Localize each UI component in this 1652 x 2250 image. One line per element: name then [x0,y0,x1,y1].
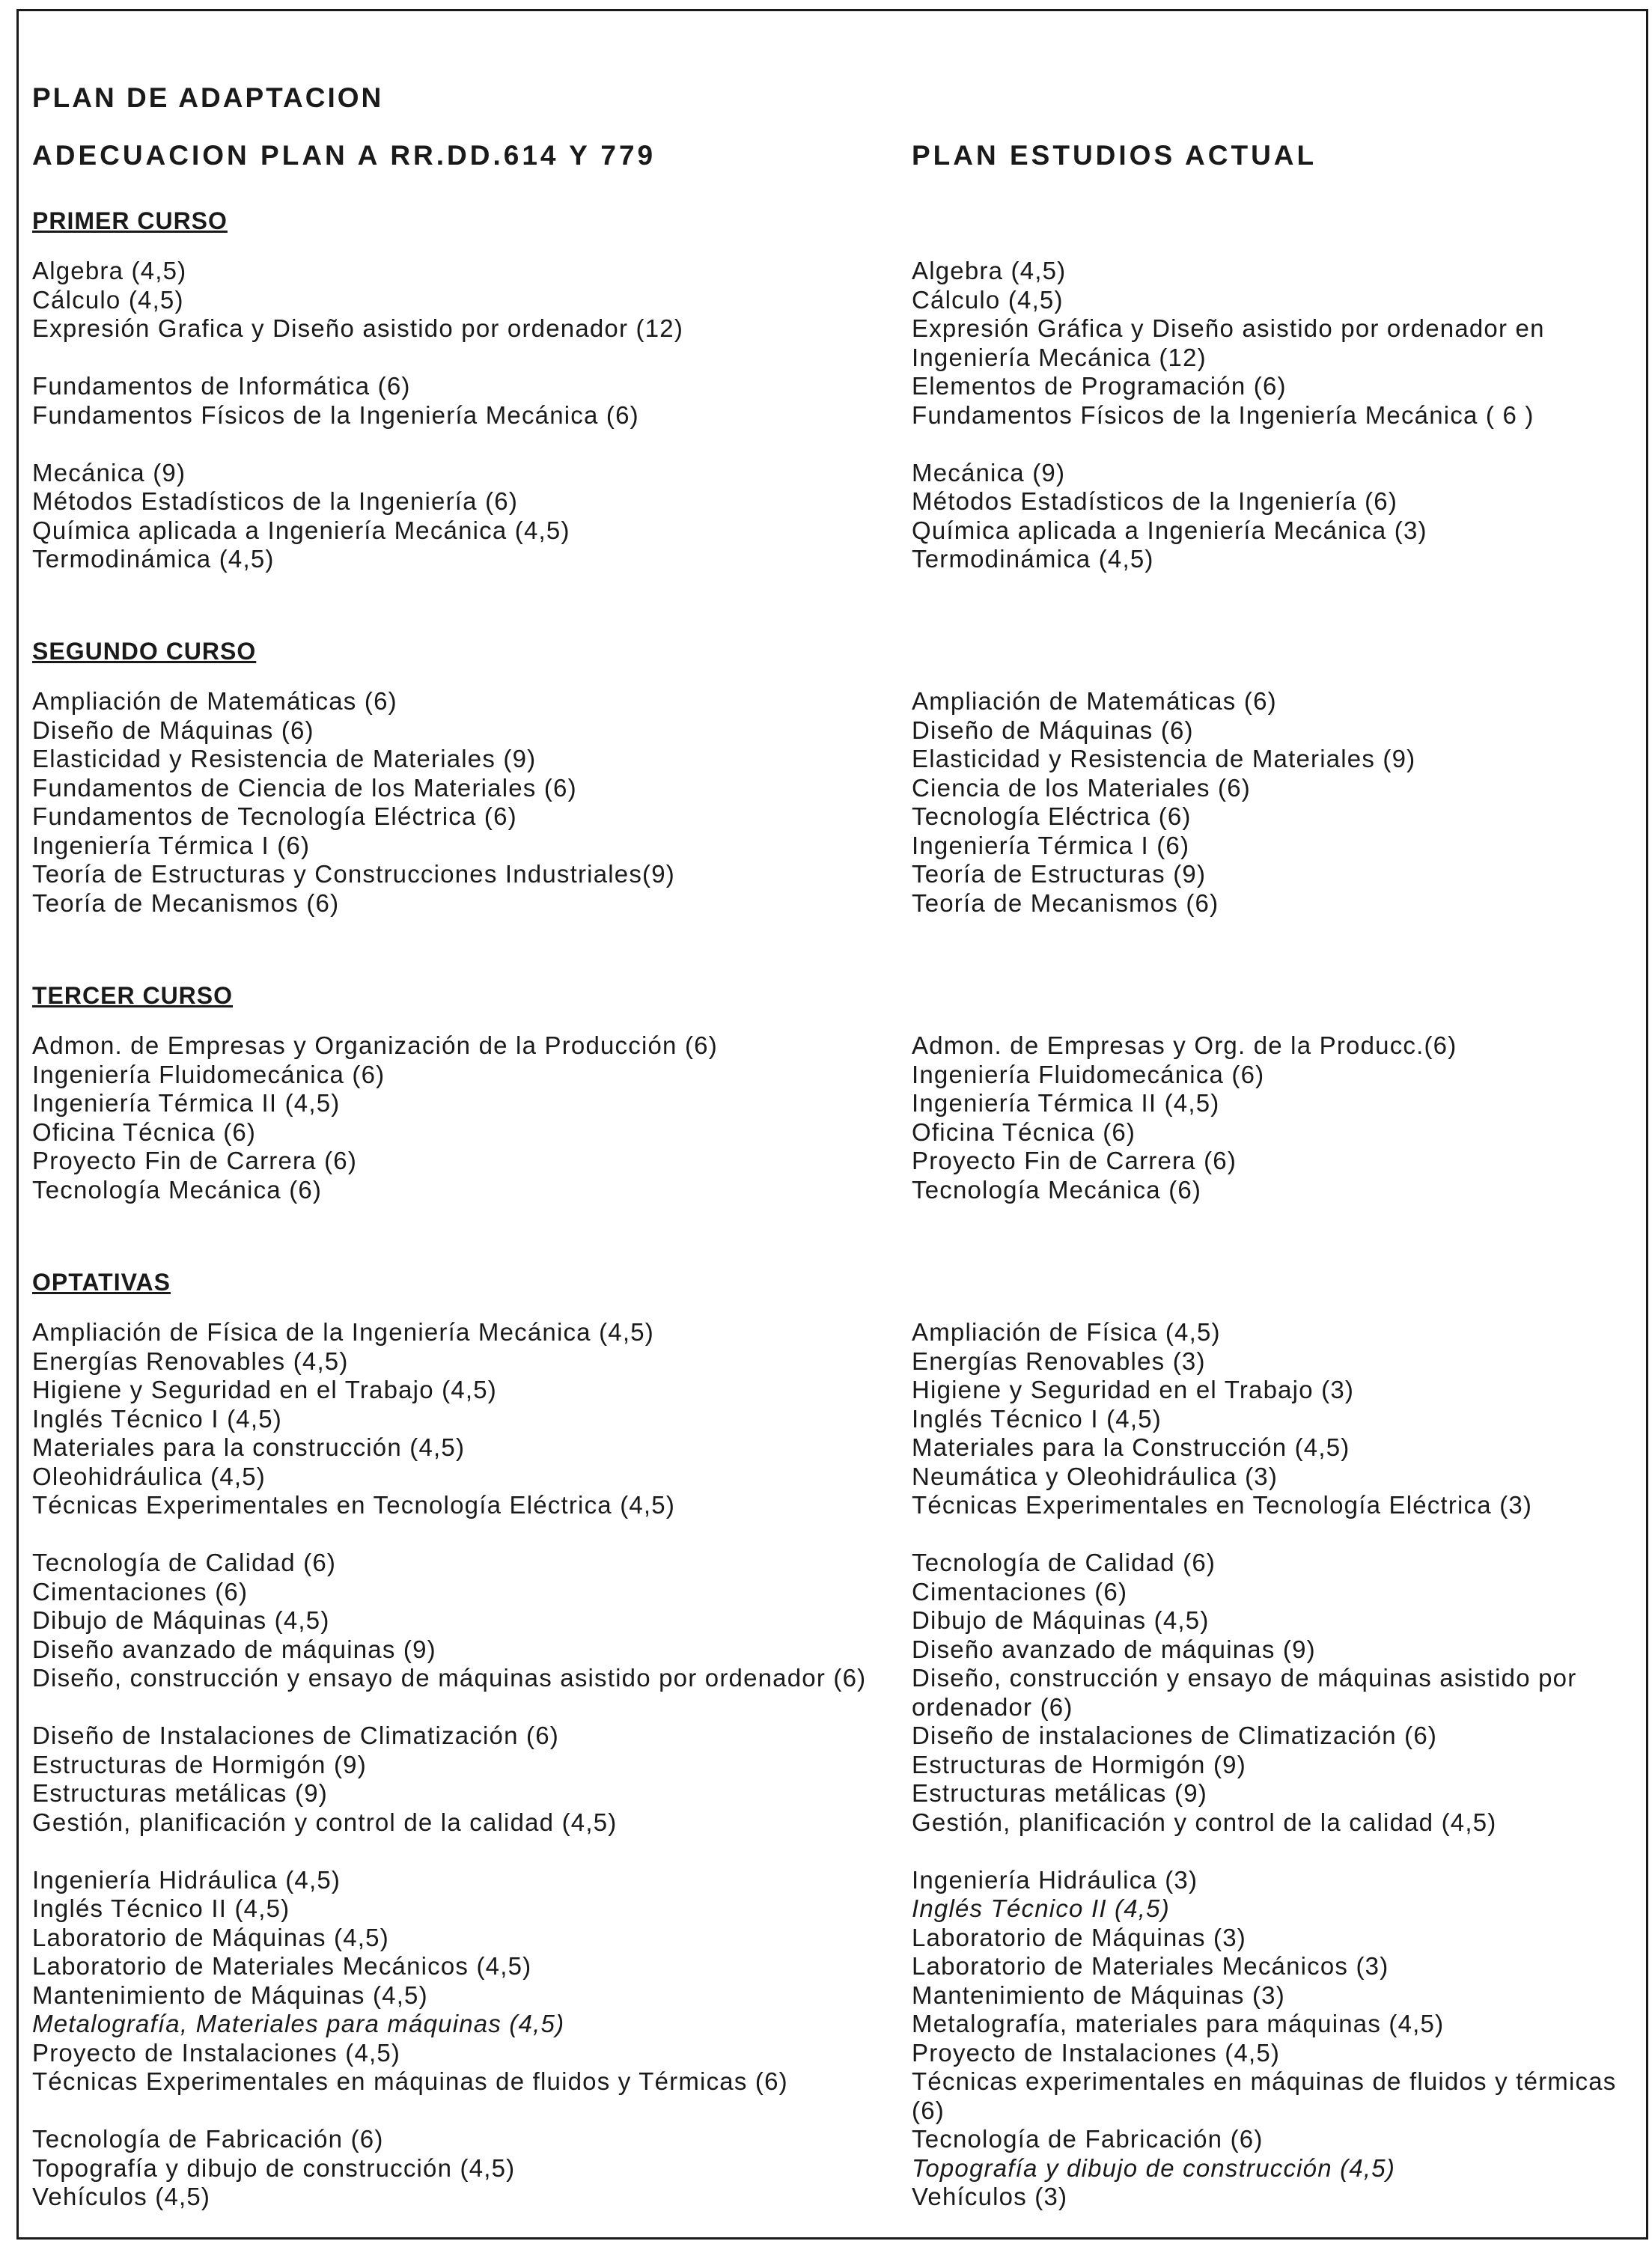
list-item: Ingeniería Térmica I (6) [912,831,1190,859]
list-item: Ampliación de Física de la Ingeniería Mecánica (4,5) [32,1318,654,1346]
list-item: Tecnología de Calidad (6) [32,1549,337,1576]
list-item: Topografía y dibujo de construcción (4,5) [912,2153,1396,2182]
list-item: Proyecto de Instalaciones (4,5) [912,2038,1281,2067]
list-item: Ingeniería Térmica I (6) [32,831,311,859]
list-item: Técnicas Experimentales en máquinas de fluidos y Térmicas (6) [32,2067,788,2095]
list-item: Vehículos (3) [912,2183,1068,2210]
list-item: Ampliación de Matemáticas (6) [32,687,397,715]
list-item: Ampliación de Matemáticas (6) [912,687,1277,715]
list-item: Cimentaciones (6) [912,1577,1128,1606]
list-item: Expresión Grafica y Diseño asistido por ordenador (12) [32,314,684,342]
list-item: Admon. de Empresas y Org. de la Producc.(6) [912,1031,1457,1059]
list-item: Inglés Técnico II (4,5) [912,1894,1170,1922]
list-item: Ingeniería Térmica II (4,5) [912,1089,1220,1117]
list-item: Elasticidad y Resistencia de Materiales (9) [912,745,1416,772]
list-item: Ingeniería Hidráulica (4,5) [32,1865,341,1894]
list-item: Ingeniería Hidráulica (3) [912,1865,1198,1894]
list-item: Expresión Gráfica y Diseño asistido por ordenador en Ingeniería Mecánica (12) [912,314,1545,371]
list-item: Gestión, planificación y control de la calidad (4,5) [32,1808,618,1836]
list-item: Oficina Técnica (6) [912,1118,1136,1146]
list-item: Diseño avanzado de máquinas (9) [912,1635,1316,1663]
list-item: Estructuras de Hormigón (9) [912,1750,1246,1778]
section-title: PRIMER CURSO [32,207,228,234]
list-item: Mecánica (9) [912,458,1066,487]
list-item: Elasticidad y Resistencia de Materiales (9) [32,745,537,772]
list-item: Higiene y Seguridad en el Trabajo (3) [912,1376,1355,1403]
list-item: Oleohidráulica (4,5) [32,1462,266,1490]
list-item: Ingeniería Fluidomecánica (6) [32,1060,385,1088]
list-item: Fundamentos Físicos de la Ingeniería Mecánica (6) [32,400,639,429]
right-column-header: PLAN ESTUDIOS ACTUAL [912,140,1317,171]
section-title: TERCER CURSO [32,982,234,1009]
list-item: Fundamentos de Informática (6) [32,372,411,400]
left-course-list [32,1031,908,1204]
list-item: Oficina Técnica (6) [32,1118,257,1146]
list-item: Gestión, planificación y control de la calidad (4,5) [912,1808,1497,1836]
list-item: Laboratorio de Máquinas (4,5) [32,1923,389,1951]
list-item: Laboratorio de Materiales Mecánicos (3) [912,1952,1389,1980]
list-item: Dibujo de Máquinas (4,5) [912,1606,1210,1634]
list-item: Higiene y Seguridad en el Trabajo (4,5) [32,1376,497,1403]
list-item: Materiales para la construcción (4,5) [32,1433,466,1461]
list-item: Técnicas Experimentales en Tecnología Eléctrica (3) [912,1491,1533,1519]
list-item: Fundamentos de Ciencia de los Materiales (6) [32,773,577,802]
list-item: Admon. de Empresas y Organización de la Producción (6) [32,1031,718,1059]
list-item: Ampliación de Física (4,5) [912,1318,1221,1346]
list-item: Energías Renovables (4,5) [32,1347,349,1375]
list-item: Teoría de Estructuras y Construcciones Industriales(9) [32,860,675,888]
list-item: Estructuras metálicas (9) [912,1779,1207,1807]
list-item: Estructuras metálicas (9) [32,1779,328,1807]
list-item: Métodos Estadísticos de la Ingeniería (6) [912,487,1398,515]
list-item: Metalografía, materiales para máquinas (4,5) [912,2010,1445,2037]
list-item: Termodinámica (4,5) [912,545,1154,573]
list-item: Diseño de instalaciones de Climatización (6) [912,1722,1438,1749]
list-item: Inglés Técnico I (4,5) [912,1404,1162,1433]
list-item: Proyecto Fin de Carrera (6) [912,1147,1237,1174]
list-item: Diseño, construcción y ensayo de máquinas asistido por ordenador (6) [32,1664,867,1692]
list-item: Mantenimiento de Máquinas (3) [912,1981,1285,2009]
list-item: Técnicas experimentales en máquinas de fluidos y térmicas (6) [912,2067,1617,2124]
list-item: Materiales para la Construcción (4,5) [912,1433,1350,1461]
document-frame [16,9,1648,2240]
list-item: Teoría de Mecanismos (6) [912,888,1219,917]
list-item: Química aplicada a Ingeniería Mecánica (3) [912,516,1427,544]
list-item: Química aplicada a Ingeniería Mecánica (4,5) [32,516,570,544]
list-item: Métodos Estadísticos de la Ingeniería (6) [32,487,519,515]
list-item: Tecnología Mecánica (6) [32,1175,323,1204]
list-item: Tecnología de Fabricación (6) [912,2125,1264,2153]
list-item: Tecnología Eléctrica (6) [912,802,1192,830]
list-item: Cimentaciones (6) [32,1577,249,1606]
right-course-list [912,1318,1645,2212]
right-course-list [912,1031,1645,1204]
list-item: Diseño avanzado de máquinas (9) [32,1635,436,1663]
list-item: Mantenimiento de Máquinas (4,5) [32,1981,428,2009]
list-item: Diseño, construcción y ensayo de máquinas asistido por ordenador (6) [912,1664,1577,1721]
list-item: Topografía y dibujo de construcción (4,5) [32,2153,516,2182]
list-item: Mecánica (9) [32,458,186,487]
list-item: Diseño de Instalaciones de Climatización (6) [32,1722,559,1749]
list-item: Tecnología de Fabricación (6) [32,2125,384,2153]
list-item: Laboratorio de Materiales Mecánicos (4,5) [32,1952,532,1980]
list-item: Tecnología Mecánica (6) [912,1175,1202,1204]
left-course-list [32,1318,908,2212]
list-item: Ciencia de los Materiales (6) [912,773,1251,802]
list-item: Termodinámica (4,5) [32,545,275,573]
left-course-list [32,257,908,574]
list-item: Ingeniería Térmica II (4,5) [32,1089,341,1117]
list-item: Cálculo (4,5) [32,285,184,314]
list-item: Metalografía, Materiales para máquinas (4,5) [32,2010,565,2037]
list-item: Ingeniería Fluidomecánica (6) [912,1060,1265,1088]
right-course-list [912,257,1645,574]
list-item: Estructuras de Hormigón (9) [32,1750,367,1778]
list-item: Técnicas Experimentales en Tecnología Eléctrica (4,5) [32,1491,676,1519]
left-column-header: ADECUACION PLAN A RR.DD.614 Y 779 [32,140,656,171]
list-item: Laboratorio de Máquinas (3) [912,1923,1246,1951]
list-item: Dibujo de Máquinas (4,5) [32,1606,330,1634]
list-item: Algebra (4,5) [32,257,187,284]
list-item: Teoría de Mecanismos (6) [32,888,340,917]
list-item: Neumática y Oleohidráulica (3) [912,1462,1278,1490]
list-item: Vehículos (4,5) [32,2183,211,2210]
list-item: Teoría de Estructuras (9) [912,860,1207,888]
section-title: SEGUNDO CURSO [32,638,257,665]
right-course-list [912,687,1645,918]
left-course-list [32,687,908,918]
list-item: Energías Renovables (3) [912,1347,1206,1375]
list-item: Proyecto Fin de Carrera (6) [32,1147,358,1174]
list-item: Inglés Técnico II (4,5) [32,1894,290,1922]
list-item: Fundamentos de Tecnología Eléctrica (6) [32,802,517,830]
document-title: PLAN DE ADAPTACION [32,82,384,113]
list-item: Proyecto de Instalaciones (4,5) [32,2038,401,2067]
list-item: Tecnología de Calidad (6) [912,1549,1216,1576]
list-item: Diseño de Máquinas (6) [912,716,1194,744]
list-item: Inglés Técnico I (4,5) [32,1404,282,1433]
list-item: Diseño de Máquinas (6) [32,716,314,744]
list-item: Algebra (4,5) [912,257,1067,284]
section-title: OPTATIVAS [32,1269,171,1296]
list-item: Elementos de Programación (6) [912,372,1287,400]
list-item: Fundamentos Físicos de la Ingeniería Mecánica ( 6 ) [912,400,1534,429]
list-item: Cálculo (4,5) [912,285,1064,314]
